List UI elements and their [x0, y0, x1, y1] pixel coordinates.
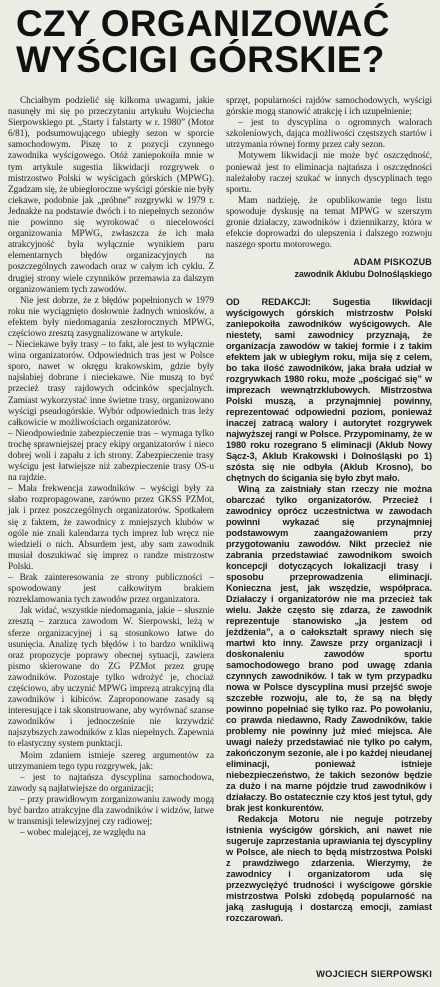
editorial-paragraph: Winą za zaistniały stan rzeczy nie można obarczać tylko organizatorów. Przecież i zawodnicy oprócz uczestnictwa w zawodach powinni wykazać się przynajmniej podstawowym zaangażowaniem przy przygotowaniu zawodów. Nikt przecież nie zabrania przedstawiać zawodnikom swoich koncepcji dotyczących lokalizacji trasy i sposobu przeprowadzenia eliminacji. Konieczna jest, jak wszędzie, współpraca. Działaczy i organizatorów nie ma przecież tak wielu. Jakże często się zdarza, że zawodnik reprezentuje stanowisko „ja jestem od jeżdżenia”, a o całokształt sprawy niech się martwi kto inny. Zawsze przy organizacji i doskonaleniu zawodów sportu samochodowego brano pod uwagę zdania czynnych zawodników. I tak w tym przypadku nowa w Polsce dyscyplina musi przejść swoje szczebłe rozwoju, ale to, że są na błędy powinno popełniać się tylko raz. Po powołaniu, co prawda niedawno, Rady Zawodników, takie problemy nie powinny już mieć miejsca. Ale uwagi należy przedstawiać nie tylko po całym, zakończonym sezonie, ale i po każdej nieudanej eliminacji, ponieważ istnieje niebezpieczeństwo, że takich sezonów będzie za dużo i na marne pójdzie trud zawodników i działaczy. Bo ostatecznie czy ktoś jest tytuł, gdy brak jest konkurentów. — [226, 483, 432, 813]
paragraph: sprzęt, popularności rajdów samochodowych, wyścigi górskie mogą stanowić atrakcję i ich uzupełnienie; — [226, 96, 432, 118]
left-column — [8, 96, 214, 839]
letter-author: ADAM PISKOZUB — [353, 257, 432, 268]
list-item: – przy prawidłowym zorganizowaniu zawody mogą być bardzo atrakcyjne dla zawodników i widzów, łatwe w transmisji telewizyjnej czy radiowej; — [8, 794, 214, 828]
paragraph: Jak widać, wszystkie niedomagania, jakie – słusznie zresztą – zarzuca zawodom W. Sierpowski, leżą w sferze organizacyjnej i są stosunkowo łatwe do usunięcia. Analizę tych błędów i to bardzo wnikliwą oraz propozycje poprawy obecnej sytuacji, zawiera pismo skierowane do ZG PZMot przez grupę zawodników. Pozostaje tylko wdrożyć je, chociaż częściowo, aby uczynić MPWG imprezą atrakcyjną dla zawodników i kibiców. Zaproponowane zasady są interesujące i tak skonstruowane, aby wyrównać szanse zawodników i jednocześnie nie krzywdzić najszybszych zawodników z klas niepełnych. Zapewnia to elastyczny system punktacji. — [8, 606, 214, 750]
list-item: – jest to dyscyplina o ogromnych walorach szkoleniowych, dająca możliwości częstszych startów i utrzymania równej formy przez cały sezon. — [226, 118, 432, 151]
article-headline: CZY ORGANIZOWAĆ WYŚCIGI GÓRSKIE? — [16, 3, 390, 80]
letter-author-title: zawodnik Aklubu Dolnośląskiego — [294, 269, 432, 280]
paragraph: Motywem likwidacji nie może być oszczędność, ponieważ jest to eliminacja najtańsza i oszczędności należałoby raczej szukać w innych dyscyplinach tego sportu. — [226, 151, 432, 195]
paragraph: Mam nadzieję, że opublikowanie tego listu spowoduje dyskusję na temat MPWG w szerszym gronie działaczy, zawodników i dziennikarzy, która w efekcie doprowadzi do ulepszenia i dalszego rozwoju naszego sportu motorowego. — [226, 195, 432, 251]
list-item: – Brak zainteresowania ze strony publiczności – spowodowany jest całkowitym brakiem rozreklamowania tych zawodów przez organizatora. — [8, 573, 214, 606]
paragraph: Chciałbym podzielić się kilkoma uwagami, jakie nasunęły mi się po przeczytaniu artykułu Wojciecha Sierpowskiego pt. „Starty i falstarty w r. 1980” (Motor 6/81), podsumowującego ubiegły sezon w sporcie samochodowym. Piszę to z pozycji czynnego zawodnika wyścigowego. Otóż zaniepokoiła mnie w tym artykule sugestia likwidacji rozgrywek o mistrzostwo Polski w wyścigach górskich (MPWG). Zgadzam się, że ubiegłoroczne wyścigi górskie nie były ciekawe, podobnie jak „próbne” rozgrywki w 1979 r. Jednakże na podstawie dwóch i to niepełnych sezonów nie powinno się wyrokować o niecelowości organizowania MPWG, zwłaszcza że ich mała atrakcyjność była wyłącznie wynikiem paru elementarnych błędów organizacyjnych na poszczególnych zawodach oraz w całym ich cyklu. Z drugiej strony wiele czynników przemawia za dalszym organizowaniem tych zawodów. — [8, 96, 214, 295]
editorial-paragraph: OD REDAKCJI: Sugestia likwidacji wyścigowych górskich mistrzostw Polski zaniepokoiła zawodników wyścigowych. Ale niestety, sami zawodnicy przyznają, że organizacja zawodów w takiej formie i z takim efektem jak w ubiegłym roku, mija się z celem, bo taka ilość zawodników, jaka brała udział w rozgrywkach 1980 roku, może „pościgać się” w imprezach wewnątrzklubowych. Mistrzostwa Polski muszą, a przynajmniej powinny, reprezentować odpowiedni poziom, ponieważ inaczej zatracą walory i autorytet rozgrywek najwyższej rangi w Polsce. Przypominamy, że w 1980 roku rozegrano 5 eliminacji (Aklub Nowy Sącz-3, Aklub Krakowski i Dolnośląski po 1) szósta się nie odbyła (Aklub Krosno), bo chętnych do ścigania się było zbyt mało. — [226, 296, 432, 483]
list-item: – jest to najtańsza dyscyplina samochodowa, zawody są najłatwiejsze do organizacji; — [8, 772, 214, 794]
editorial-note — [226, 297, 432, 924]
list-item: – wobec malejącej, ze względu na — [20, 828, 146, 839]
right-column — [226, 96, 432, 924]
list-item: – Nieciekawe były trasy – to fakt, ale jest to wyłącznie wina organizatorów. Odpowiednich tras jest w Polsce sporo, nawet w okręgu krakowskim, gdzie były najsłabiej dobrane i nieciekawe. Nie muszą to być przecież trasy rajdowych odcinków specjalnych. Zamiast wykorzystać inne świetne trasy, organizowano wyścigi pseudogórskie. Wybór odpowiednich tras leży całkowicie w możliwościach organizatorów. — [8, 340, 214, 428]
list-item: – Mała frekwencja zawodników – wyścigi były za słabo rozpropagowane, zarówno przez GKSS PZMot, jak i przez poszczególnych organizatorów. Spotkałem się z faktem, że zawodnicy z mniejszych klubów w ogóle nie znali kalendarza tych imprez lub wręcz nie wiedzieli o nich. Absurdem jest, aby sam zawodnik musiał doszukiwać się imprez o randze mistrzostw Polski. — [8, 484, 214, 572]
editorial-paragraph: Redakcja Motoru nie neguje potrzeby istnienia wyścigów górskich, ani nawet nie sugeruje zaprzestania uprawiania tej dyscypliny w Polsce, ale niech to będą mistrzostwa Polski z prawdziwego zdarzenia. Wierzymy, że zawodnicy i organizatorom uda się przezwyciężyć trudności i wyścigowe górskie mistrzostwa Polski zdobędą popularność na jaką zasługują i dostarczą emocji, zamiast rozczarowań. — [226, 813, 432, 923]
paragraph: Moim zdaniem istnieje szereg argumentów za utrzymaniem tego typu rozgrywek, jak: — [8, 750, 214, 772]
paragraph: Nie jest dobrze, że z błędów popełnionych w 1979 roku nie wyciągnięto dosłownie żadnych wniosków, a efektem były niedomagania zeszłorocznych MPWG, częściowo zresztą zasygnalizowane w artykule. — [8, 295, 214, 339]
editorial-author: WOJCIECH SIERPOWSKI — [316, 969, 432, 979]
list-item: – Nieodpowiednie zabezpieczenie tras – wymaga tylko trochę sprawniejszej pracy ekipy organizatorów i nieco dobrej woli i zapału z ich strony. Zabezpieczenie trasy wyścigu jest łatwiejsze niż zabezpieczenie trasy OS-u na rajdzie. — [8, 428, 214, 484]
